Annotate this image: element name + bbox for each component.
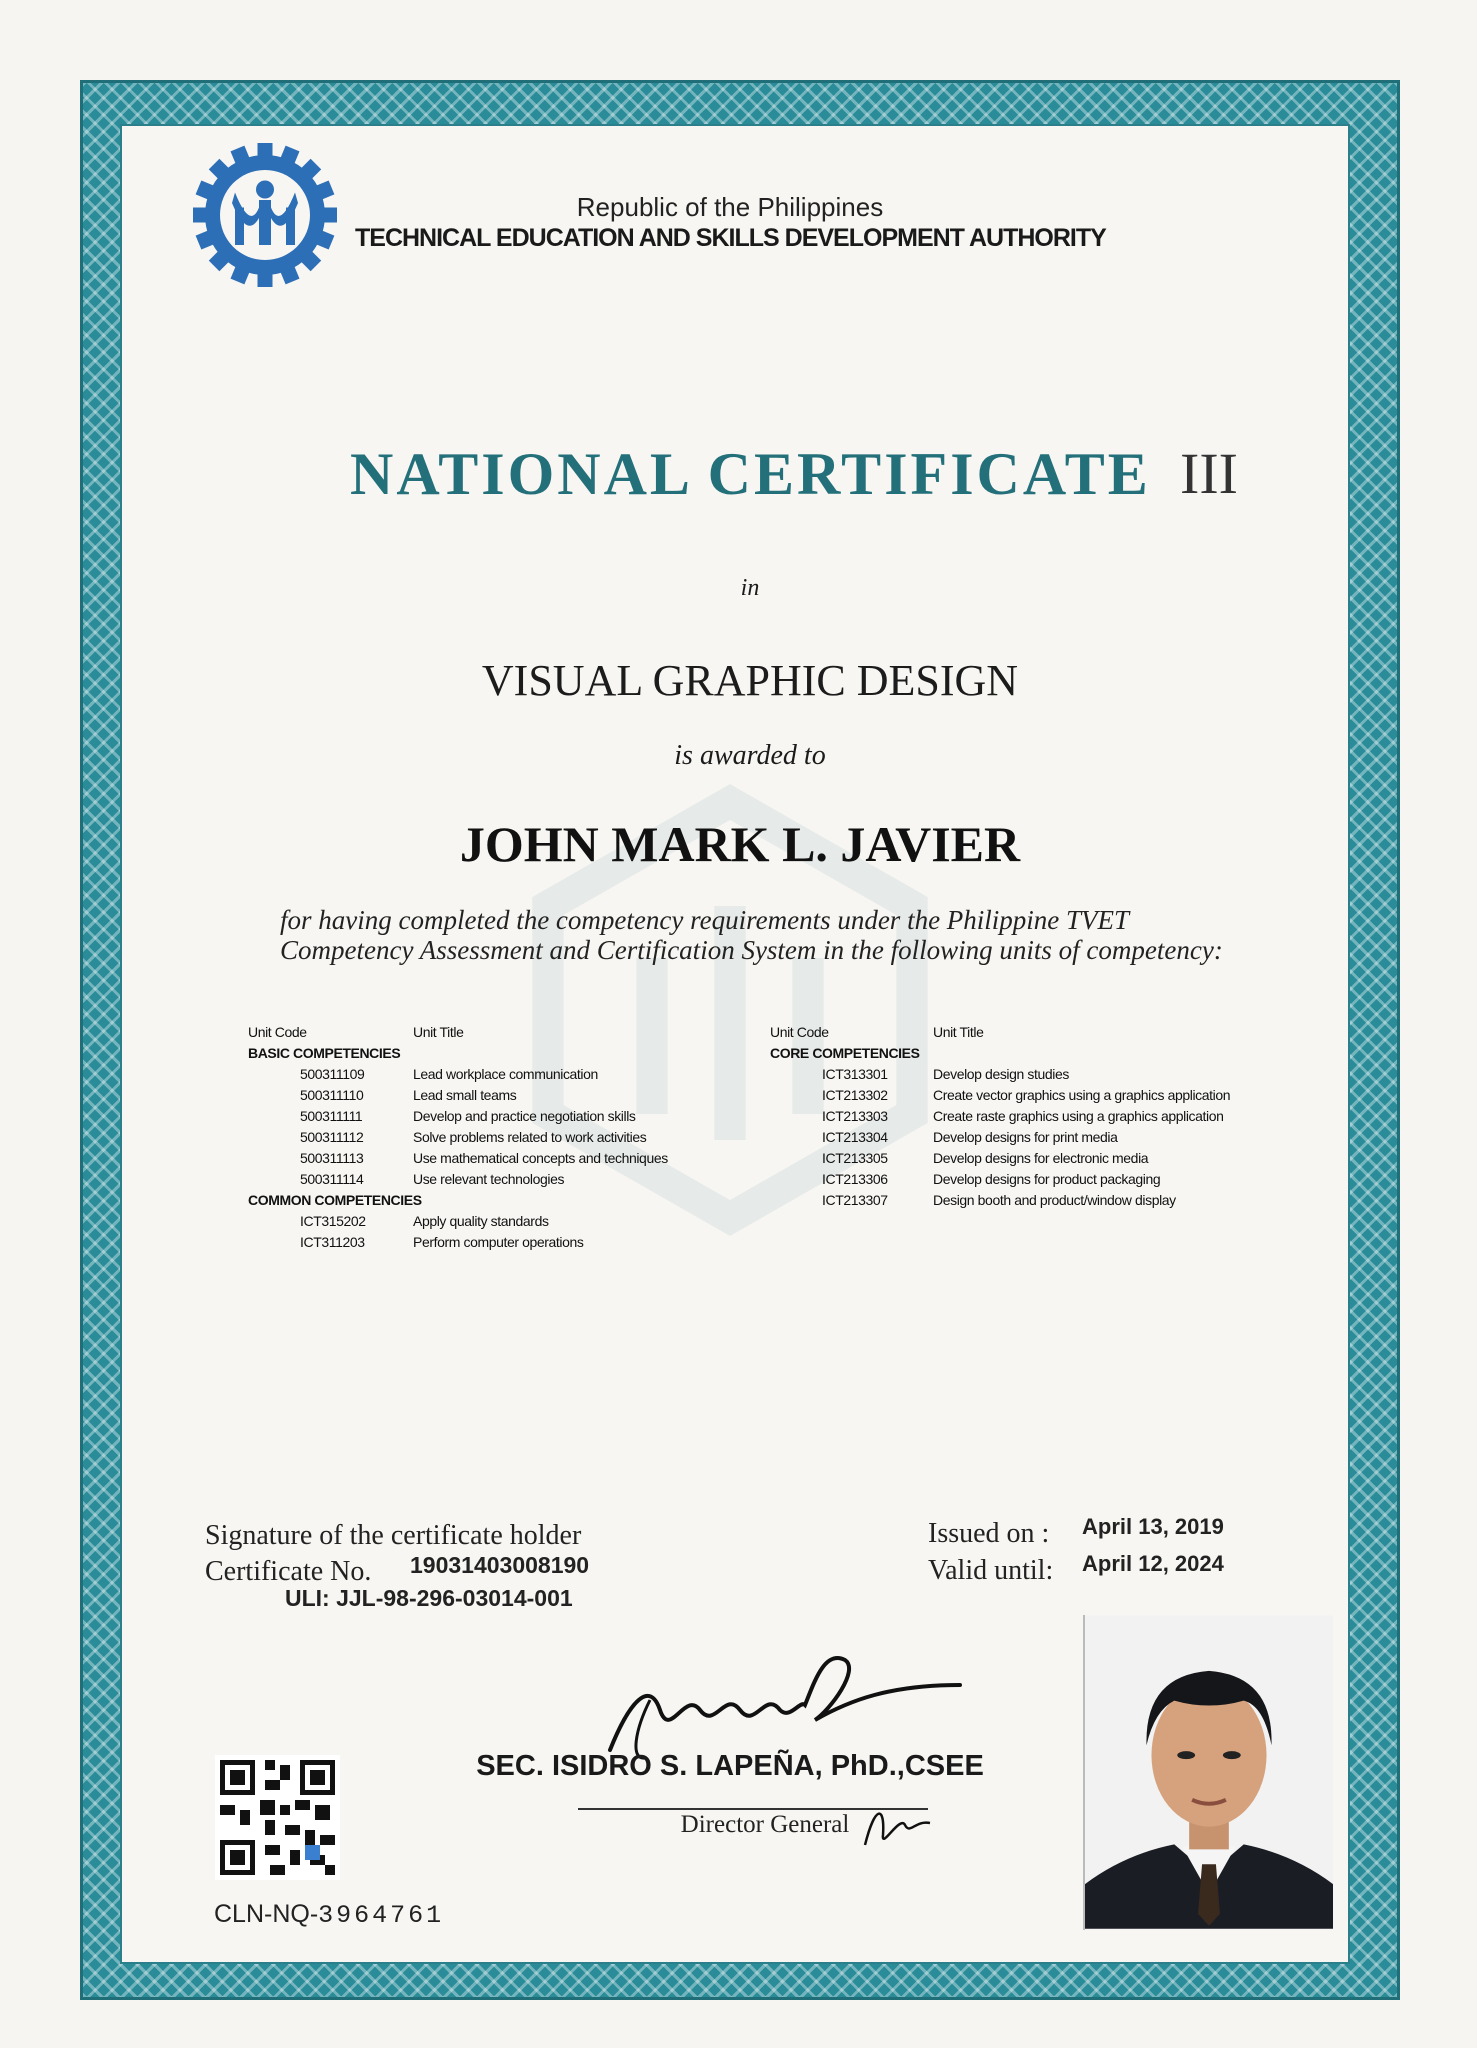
unit-code-header: Unit Code [770,1024,829,1040]
issued-on-date: April 13, 2019 [1082,1514,1224,1539]
unit-title-header: Unit Title [933,1024,984,1040]
competency-row [770,1085,1250,1106]
competency-row [248,1148,748,1169]
unit-code: ICT213302 [822,1087,888,1103]
certificate-number: 19031403008190 [410,1552,590,1578]
holder-photo [1083,1615,1333,1930]
competency-group-heading: CORE COMPETENCIES [770,1045,920,1061]
competency-row [770,1190,1250,1211]
signatory-name: SEC. ISIDRO S. LAPEÑA, PhD.,CSEE [476,1750,984,1782]
unit-code: ICT213303 [822,1108,888,1124]
unit-code: ICT213304 [822,1129,888,1145]
unit-title: Solve problems related to work activities [413,1129,647,1145]
unit-title: Use mathematical concepts and techniques [413,1150,668,1166]
competency-list-right [770,1022,1250,1211]
certificate-level: III [1180,441,1238,506]
certificate-number-label: Certificate No. [205,1556,372,1587]
unit-title: Create vector graphics using a graphics application [933,1087,1231,1103]
unit-title: Perform computer operations [413,1234,584,1250]
unit-code: ICT313301 [822,1066,888,1082]
valid-until-date: April 12, 2024 [1082,1551,1224,1576]
competency-row [248,1169,748,1190]
tesda-logo-icon [190,140,340,290]
competency-row [770,1064,1250,1085]
competency-row [770,1106,1250,1127]
unit-title-header: Unit Title [413,1024,464,1040]
initials-signature [855,1795,935,1855]
agency-heading: TECHNICAL EDUCATION AND SKILLS DEVELOPMENT AUTHORITY [355,224,1106,252]
unit-title: Create raste graphics using a graphics application [933,1108,1224,1124]
unit-title: Design booth and product/window display [933,1192,1176,1208]
unit-code: ICT213305 [822,1150,888,1166]
competency-row [248,1064,748,1085]
competency-row [770,1127,1250,1148]
unit-code-header: Unit Code [248,1024,307,1040]
unit-title: Develop and practice negotiation skills [413,1108,636,1124]
cln-prefix: CLN-NQ- [214,1900,319,1928]
unit-code: ICT315202 [300,1213,366,1229]
uli-number: ULI: JJL-98-296-03014-001 [285,1585,573,1611]
unit-code: 500311112 [300,1129,364,1145]
competency-list-left [248,1022,748,1253]
competency-row [248,1106,748,1127]
unit-title: Apply quality standards [413,1213,549,1229]
unit-code: 500311113 [300,1150,364,1166]
completion-statement: for having completed the competency requirements under the Philippine TVET Competency Assessment and Certification System in the following units of competency: [280,905,1223,965]
unit-code: 500311114 [300,1171,364,1187]
unit-code: 500311110 [300,1087,364,1103]
issued-on-label: Issued on : [928,1518,1050,1549]
valid-until-label: Valid until: [928,1555,1054,1586]
certificate-title: NATIONAL CERTIFICATE [350,441,1151,507]
unit-title: Develop designs for print media [933,1129,1118,1145]
qualification-title: VISUAL GRAPHIC DESIGN [481,656,1019,705]
competency-group-heading: BASIC COMPETENCIES [248,1045,401,1061]
unit-code: ICT213307 [822,1192,888,1208]
signatory-position: Director General [680,1811,850,1838]
unit-code: ICT213306 [822,1171,888,1187]
qr-code-icon [215,1755,340,1880]
competency-row [248,1232,748,1253]
unit-code: 500311109 [300,1066,365,1082]
competency-row [248,1127,748,1148]
unit-title: Develop designs for electronic media [933,1150,1149,1166]
holder-name: JOHN MARK L. JAVIER [459,816,1021,872]
unit-title: Develop design studies [933,1066,1069,1082]
unit-code: ICT311203 [300,1234,365,1250]
cln-value: 3964761 [318,1901,445,1930]
unit-code: 500311111 [300,1108,363,1124]
competency-group-heading: COMMON COMPETENCIES [248,1192,422,1208]
unit-title: Lead workplace communication [413,1066,598,1082]
holder-signature-label: Signature of the certificate holder [205,1520,582,1551]
unit-title: Develop designs for product packaging [933,1171,1161,1187]
cln-number [214,1900,444,1930]
awarded-to-label: is awarded to [674,740,826,771]
unit-title: Use relevant technologies [413,1171,565,1187]
unit-title: Lead small teams [413,1087,517,1103]
in-label: in [740,575,760,601]
country-heading: Republic of the Philippines [576,192,884,222]
competency-row [770,1148,1250,1169]
competency-row [248,1085,748,1106]
competency-row [248,1211,748,1232]
competency-row [770,1169,1250,1190]
